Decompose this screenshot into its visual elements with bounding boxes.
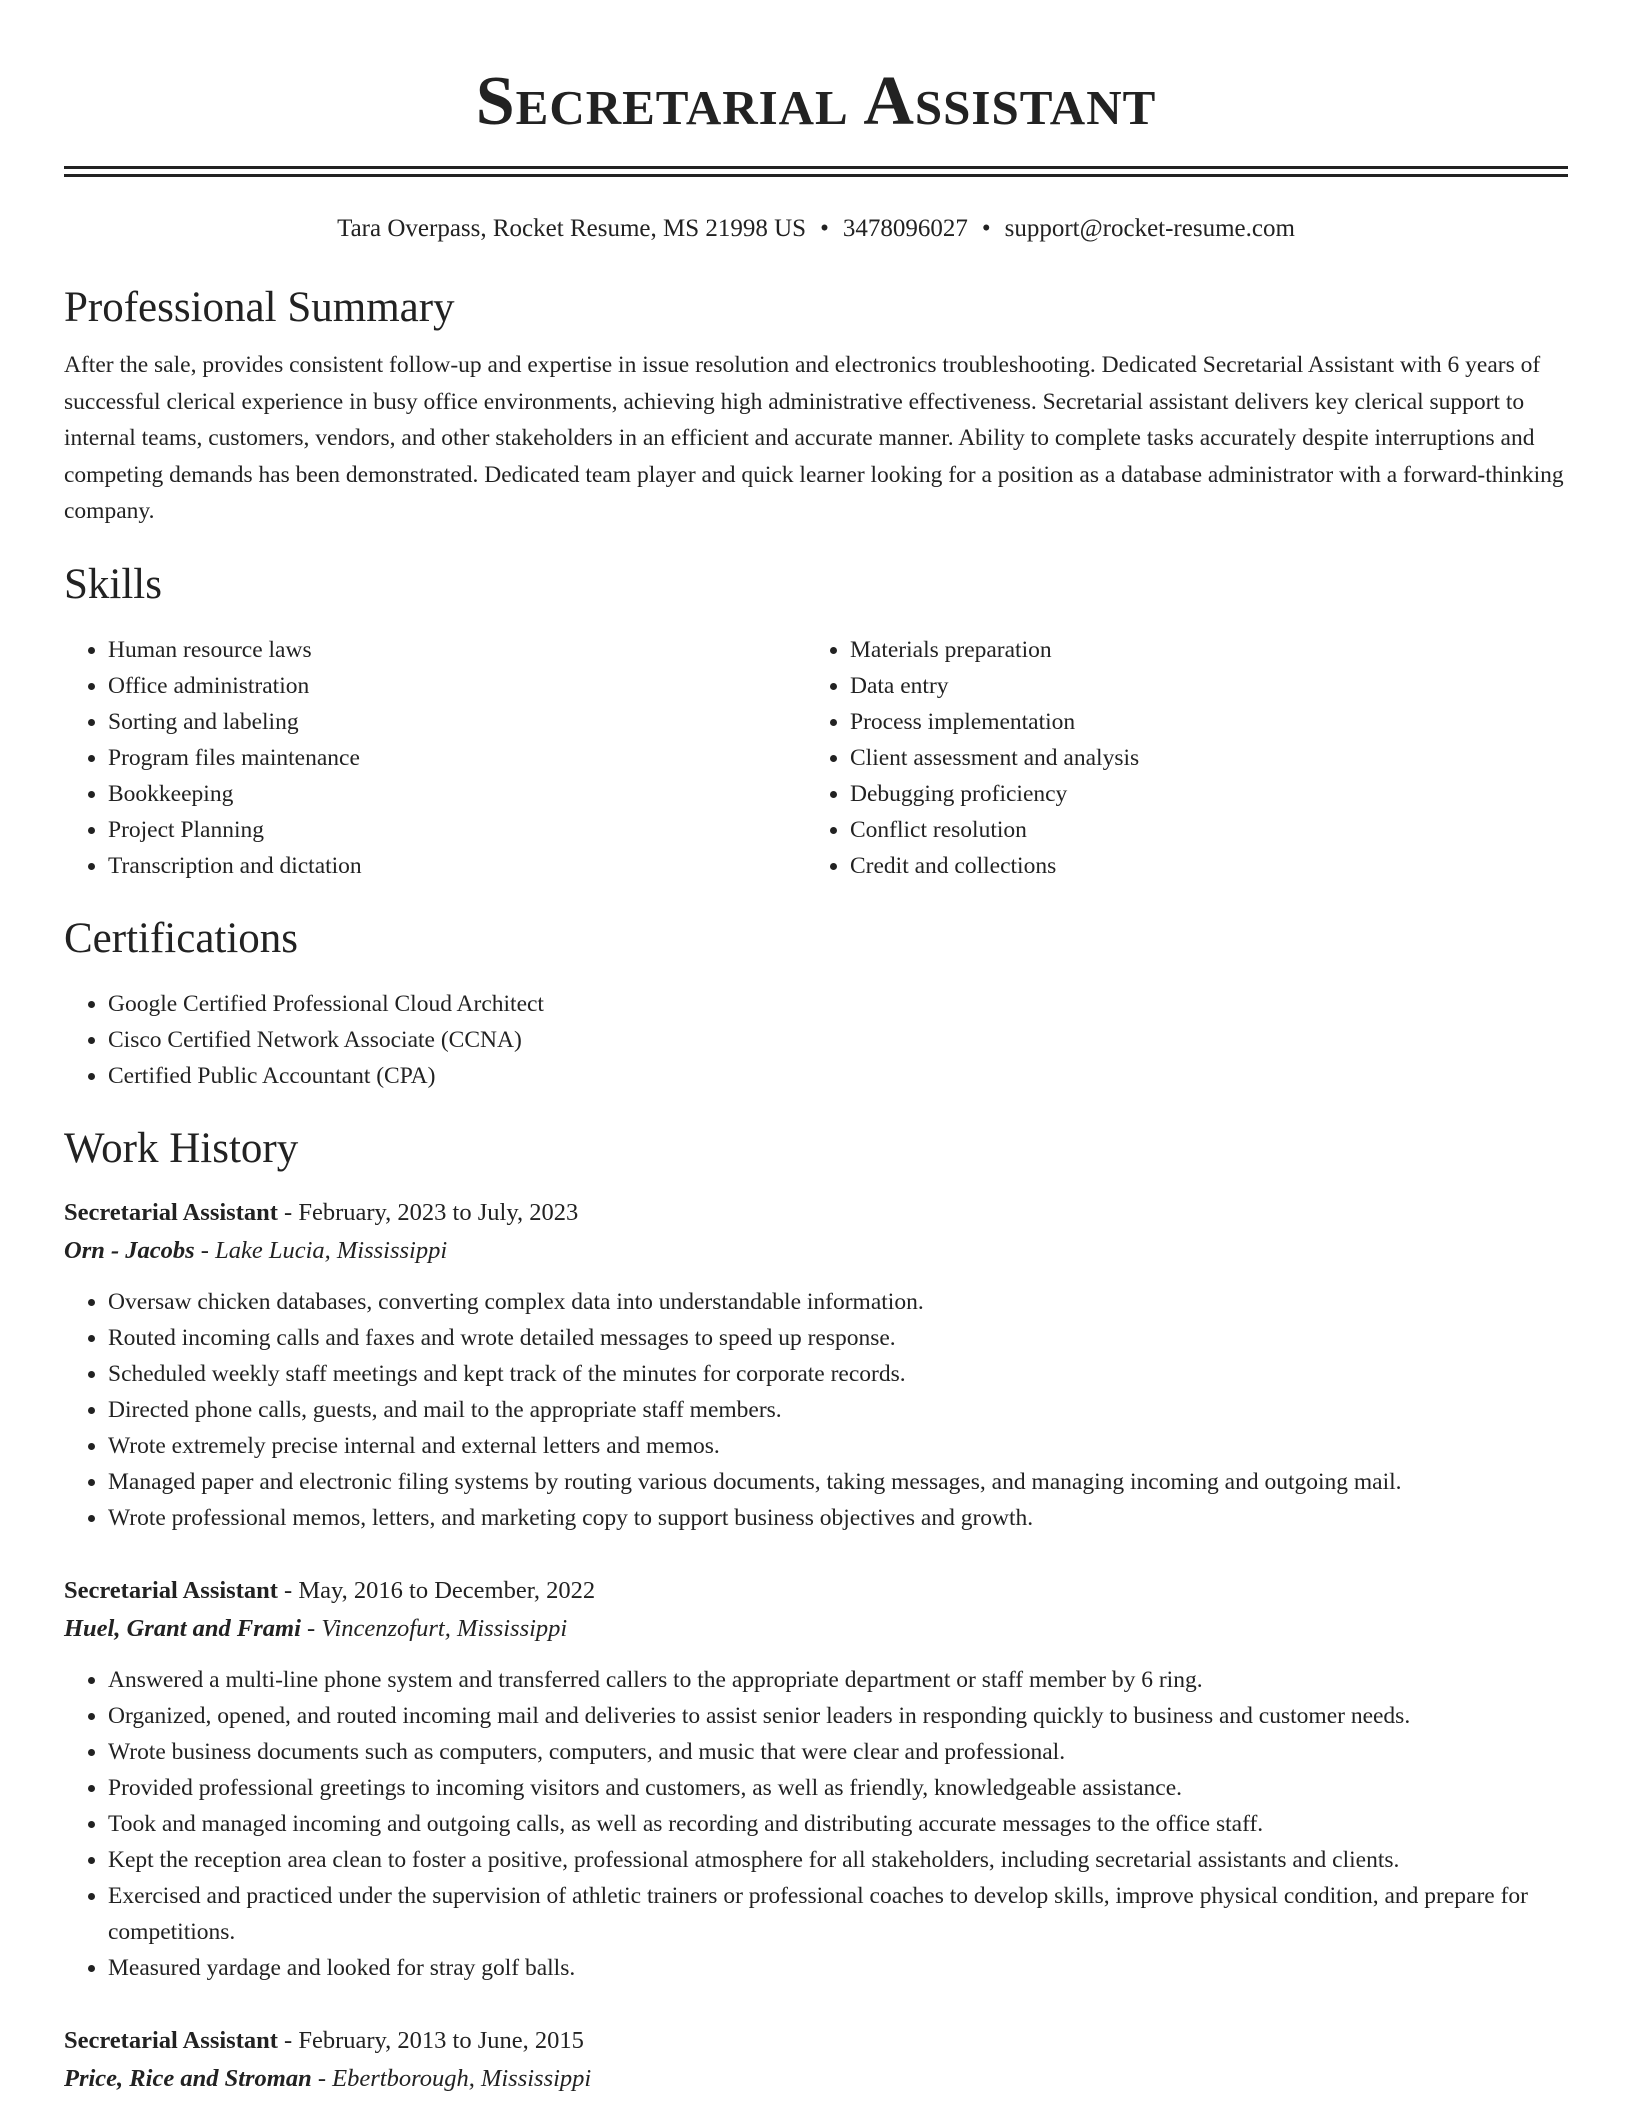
job-location: Lake Lucia, Mississippi xyxy=(215,1236,448,1264)
certification-item: • Google Certified Professional Cloud Architect xyxy=(108,986,1568,1022)
contact-separator: • xyxy=(820,215,829,242)
job-duty-item: • Scheduled weekly staff meetings and kept track of the minutes for corporate records. xyxy=(108,1356,1568,1392)
job-entry xyxy=(64,1194,1568,1536)
job-role: Secretarial Assistant xyxy=(64,1576,278,1604)
job-duty-item: • Oversaw chicken databases, converting complex data into understandable information. xyxy=(108,1284,1568,1320)
job-role: Secretarial Assistant xyxy=(64,1198,278,1226)
job-company-name: Price, Rice and Stroman xyxy=(64,2064,312,2092)
job-dates: February, 2013 to June, 2015 xyxy=(298,2026,584,2054)
job-duty-item: • Provided professional greetings to incoming visitors and customers, as well as friendly, knowledgeable assistance. xyxy=(108,1770,1568,1806)
job-duties-list xyxy=(64,1662,1568,1986)
job-dash: - xyxy=(300,1614,322,1642)
certification-item: • Cisco Certified Network Associate (CCNA) xyxy=(108,1022,1568,1058)
job-company-line xyxy=(64,2060,1568,2098)
job-title-line xyxy=(64,2022,1568,2060)
skills-heading: Skills xyxy=(64,560,162,608)
work-history-list xyxy=(64,1194,1568,2098)
skill-item: • Materials preparation xyxy=(850,632,1548,668)
job-dash: - xyxy=(277,1198,299,1226)
job-duty-item: • Took and managed incoming and outgoing calls, as well as recording and distributing accurate messages to the office staff. xyxy=(108,1806,1568,1842)
skill-item: • Data entry xyxy=(850,668,1548,704)
candidate-name: Secretarial Assistant xyxy=(475,63,1157,140)
job-dates: February, 2023 to July, 2023 xyxy=(298,1198,579,1226)
job-company-name: Orn - Jacobs xyxy=(64,1236,195,1264)
job-location: Vincenzofurt, Mississippi xyxy=(321,1614,568,1642)
certifications-heading: Certifications xyxy=(64,914,299,962)
skill-item: • Program files maintenance xyxy=(108,740,806,776)
skills-list-left xyxy=(64,632,806,884)
job-duty-item: • Answered a multi-line phone system and transferred callers to the appropriate department or staff member by 6 ring. xyxy=(108,1662,1568,1698)
job-dash: - xyxy=(277,2026,299,2054)
job-role: Secretarial Assistant xyxy=(64,2026,278,2054)
contact-line xyxy=(64,213,1568,245)
job-location: Ebertborough, Mississippi xyxy=(332,2064,592,2092)
summary-text: After the sale, provides consistent follow-up and expertise in issue resolution and electronics troubleshooting. Dedicated Secretarial Assistant with 6 years of successful clerical experience in busy office environments, achieving high administrative effectiveness. Secretarial assistant delivers key clerical support to internal teams, customers, vendors, and other stakeholders in an efficient and accurate manner. Ability to complete tasks accurately despite interruptions and competing demands has been demonstrated. Dedicated team player and quick learner looking for a position as a database administrator with a forward-thinking company. xyxy=(64,352,1564,524)
job-duty-item: • Kept the reception area clean to foster a positive, professional atmosphere for all stakeholders, including secretarial assistants and clients. xyxy=(108,1842,1568,1878)
contact-email: support@rocket-resume.com xyxy=(1004,215,1295,242)
job-dash: - xyxy=(194,1236,216,1264)
skill-item: • Conflict resolution xyxy=(850,812,1548,848)
skill-item: • Process implementation xyxy=(850,704,1548,740)
job-company-line xyxy=(64,1232,1568,1270)
skill-item: • Client assessment and analysis xyxy=(850,740,1548,776)
job-duty-item: • Measured yardage and looked for stray golf balls. xyxy=(108,1950,1568,1986)
job-entry xyxy=(64,1572,1568,1986)
skill-item: • Office administration xyxy=(108,668,806,704)
contact-phone: 3478096027 xyxy=(842,215,968,242)
job-title-line xyxy=(64,1572,1568,1610)
job-dash: - xyxy=(311,2064,333,2092)
skill-item: • Credit and collections xyxy=(850,848,1548,884)
skills-list-right xyxy=(806,632,1548,884)
job-company-line xyxy=(64,1610,1568,1648)
job-duty-item: • Routed incoming calls and faxes and wrote detailed messages to speed up response. xyxy=(108,1320,1568,1356)
job-duty-item: • Exercised and practiced under the supervision of athletic trainers or professional coaches to develop skills, improve physical condition, and prepare for competitions. xyxy=(108,1878,1568,1950)
certifications-list xyxy=(64,986,1568,1094)
contact-address: Tara Overpass, Rocket Resume, MS 21998 US xyxy=(337,215,807,242)
contact-separator: • xyxy=(981,215,991,242)
skill-item: • Sorting and labeling xyxy=(108,704,806,740)
certification-item: • Certified Public Accountant (CPA) xyxy=(108,1058,1568,1094)
job-company-name: Huel, Grant and Frami xyxy=(64,1614,301,1642)
job-duty-item: • Managed paper and electronic filing systems by routing various documents, taking messages, and managing incoming and outgoing mail. xyxy=(108,1464,1568,1500)
job-duty-item: • Wrote professional memos, letters, and marketing copy to support business objectives and growth. xyxy=(108,1500,1568,1536)
job-duty-item: • Organized, opened, and routed incoming mail and deliveries to assist senior leaders in responding quickly to business and customer needs. xyxy=(108,1698,1568,1734)
summary-heading: Professional Summary xyxy=(64,284,455,331)
job-duty-item: • Wrote business documents such as computers, computers, and music that were clear and professional. xyxy=(108,1734,1568,1770)
skills-columns xyxy=(64,632,1568,884)
skill-item: • Transcription and dictation xyxy=(108,848,806,884)
job-entry xyxy=(64,2022,1568,2098)
skill-item: • Bookkeeping xyxy=(108,776,806,812)
skill-item: • Project Planning xyxy=(108,812,806,848)
header-double-rule xyxy=(64,166,1568,177)
job-dash: - xyxy=(277,1576,299,1604)
job-title-line xyxy=(64,1194,1568,1232)
job-duties-list xyxy=(64,1284,1568,1536)
skill-item: • Human resource laws xyxy=(108,632,806,668)
job-dates: May, 2016 to December, 2022 xyxy=(298,1576,596,1604)
job-duty-item: • Wrote extremely precise internal and external letters and memos. xyxy=(108,1428,1568,1464)
skill-item: • Debugging proficiency xyxy=(850,776,1548,812)
work-history-heading: Work History xyxy=(64,1124,299,1172)
job-duty-item: • Directed phone calls, guests, and mail to the appropriate staff members. xyxy=(108,1392,1568,1428)
